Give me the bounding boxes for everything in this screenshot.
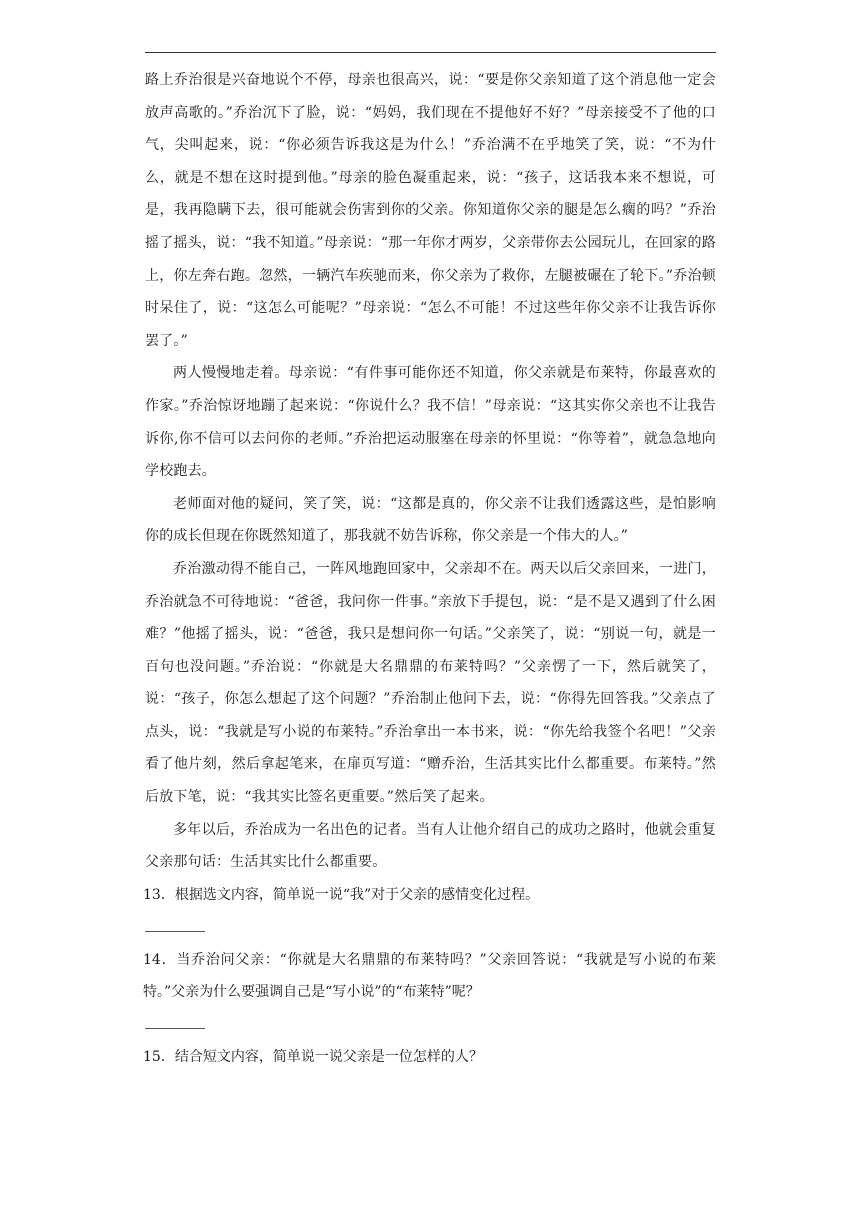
passage: [145, 64, 716, 879]
question-15: 15．结合短文内容，简单说一说父亲是一位怎样的人？: [143, 1048, 483, 1065]
question-14: 14．当乔治问父亲：“你就是大名鼎鼎的布莱特吗？”父亲回答说：“我就是写小说的布莱特。”父亲为什么要强调自己是“写小说”的“布莱特”呢？: [143, 951, 716, 1000]
answer-line-13[interactable]: [145, 931, 205, 932]
questions: [145, 879, 716, 1073]
passage-paragraph-2: 两人慢慢地走着。母亲说：“有件事可能你还不知道，你父亲就是布莱特，你最喜欢的作家。”乔治惊讶地蹦了起来说：“你说什么？我不信！”母亲说：“这其实你父亲也不让我告诉你,你不信可以去问你的老师。”乔治把运动服塞在母亲的怀里说：“你等着”，就急急地向学校跑去。: [145, 365, 716, 480]
question-13: 13．根据选文内容，简单说一说“我”对于父亲的感情变化过程。: [143, 886, 540, 903]
passage-paragraph-4: 乔治激动得不能自己，一阵风地跑回家中，父亲却不在。两天以后父亲回来，一进门，乔治就急不可待地说：“爸爸，我问你一件事。”亲放下手提包，说：“是不是又遇到了什么困难？”他摇了摇头，说：“爸爸，我只是想问你一句话。”父亲笑了，说：“别说一句，就是一百句也没问题。”乔治说：“你就是大名鼎鼎的布莱特吗？”父亲愣了一下，然后就笑了，说：“孩子，你怎么想起了这个问题？”乔治制止他问下去，说：“你得先回答我。”父亲点了点头，说：“我就是写小说的布莱特。”乔治拿出一本书来，说：“你先给我签个名吧！”父亲看了他片刻，然后拿起笔来，在扉页写道：“赠乔治，生活其实比什么都重要。布莱特。”然后放下笔，说：“我其实比签名更重要。”然后笑了起来。: [145, 560, 716, 806]
passage-paragraph-3: 老师面对他的疑问，笑了笑，说：“这都是真的，你父亲不让我们透露这些，是怕影响你的成长但现在你既然知道了，那我就不妨告诉称，你父亲是一个伟大的人。”: [145, 495, 716, 545]
document-body: [145, 64, 716, 1073]
answer-line-14[interactable]: [145, 1028, 205, 1029]
passage-paragraph-1: 路上乔治很是兴奋地说个不停，母亲也很高兴，说：“要是你父亲知道了这个消息他一定会放声高歌的。”乔治沉下了脸，说：“妈妈，我们现在不提他好不好？”母亲接受不了他的口气，尖叫起来，说：“你必须告诉我这是为什么！”乔治满不在乎地笑了笑，说：“不为什么，就是不想在这时提到他。”母亲的脸色凝重起来，说：“孩子，这话我本来不想说，可是，我再隐瞒下去，很可能就会伤害到你的父亲。你知道你父亲的腿是怎么瘸的吗？”乔治摇了摇头，说：“我不知道。”母亲说：“那一年你才两岁，父亲带你去公园玩儿，在回家的路上，你左奔右跑。忽然，一辆汽车疾驰而来，你父亲为了救你，左腿被碾在了轮下。”乔治顿时呆住了，说：“这怎么可能呢？”母亲说：“怎么不可能！不过这些年你父亲不让我告诉你罢了。”: [145, 72, 716, 349]
header-rule: [145, 52, 716, 53]
passage-paragraph-5: 多年以后，乔治成为一名出色的记者。当有人让他介绍自己的成功之路时，他就会重复父亲那句话：生活其实比什么都重要。: [145, 821, 716, 871]
